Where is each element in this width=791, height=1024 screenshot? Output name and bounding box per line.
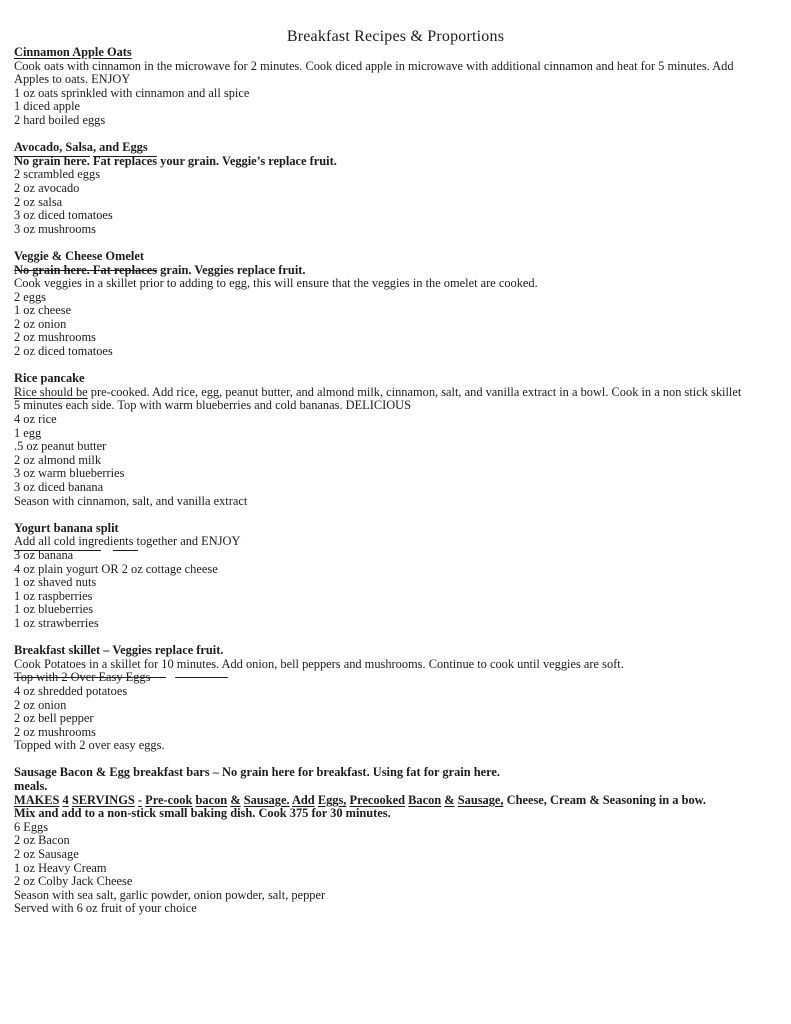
text-run: 2 oz Colby Jack Cheese xyxy=(14,874,133,889)
text-line xyxy=(14,196,777,210)
text-run: No grain here. Fat replaces xyxy=(14,262,158,277)
text-line xyxy=(14,60,777,74)
text-line xyxy=(14,427,777,441)
text-run: 1 oz shaved nuts xyxy=(14,575,97,590)
text-run: your grain. Veggie’s replace fruit. xyxy=(157,153,337,168)
text-line xyxy=(14,73,777,87)
underlined-word: MAKES xyxy=(14,792,60,807)
section-heading xyxy=(14,141,777,155)
underlined-word: Eggs, xyxy=(317,792,347,807)
text-line xyxy=(14,889,777,903)
text-line xyxy=(14,685,777,699)
text-line xyxy=(14,603,777,617)
text-run: Rice pancake xyxy=(14,371,85,386)
text-line xyxy=(14,862,777,876)
text-line xyxy=(14,481,777,495)
text-run xyxy=(101,548,113,562)
text-run: 2 oz mushrooms xyxy=(14,330,96,345)
text-run: 1 oz cheese xyxy=(14,303,72,318)
text-line xyxy=(14,699,777,713)
text-run: meals. xyxy=(14,779,48,794)
text-line xyxy=(14,712,777,726)
underlined-word: - xyxy=(137,792,143,807)
text-line xyxy=(14,87,777,101)
text-run: 4 oz shredded potatoes xyxy=(14,683,128,698)
text-run xyxy=(14,793,504,807)
text-run: pre-cooked. Add rice, egg, peanut butter, and almond milk, cinnamon, salt, and vanilla extract in a bowl. Cook in a non stick skillet xyxy=(87,384,742,399)
text-line xyxy=(14,331,777,345)
text-line xyxy=(14,100,777,114)
underlined-word: Add xyxy=(291,792,315,807)
text-line xyxy=(14,291,777,305)
text-run: 2 oz onion xyxy=(14,316,67,331)
section-heading xyxy=(14,644,777,658)
text-line xyxy=(14,848,777,862)
section-heading xyxy=(14,46,777,60)
text-run: Breakfast skillet – Veggies replace fruit. xyxy=(14,643,224,658)
text-line xyxy=(14,563,777,577)
text-run: 2 oz salsa xyxy=(14,194,63,209)
recipe-section xyxy=(14,766,777,916)
text-run: 2 oz bell pepper xyxy=(14,711,94,726)
section-heading xyxy=(14,372,777,386)
text-run: 2 oz onion xyxy=(14,697,67,712)
text-run: 3 oz diced tomatoes xyxy=(14,208,113,223)
text-line xyxy=(14,223,777,237)
text-run: Cook Potatoes in a skillet for 10 minutes. Add onion, bell peppers and mushrooms. Continue to cook until veggies are soft. xyxy=(14,656,624,671)
text-run: Top with 2 Over Easy Eggs xyxy=(14,670,166,685)
text-run: 1 oz strawberries xyxy=(14,615,99,630)
text-line xyxy=(14,304,777,318)
text-line xyxy=(14,345,777,359)
text-run: 1 egg xyxy=(14,425,42,440)
text-run: 1 diced apple xyxy=(14,99,81,114)
text-run: 1 oz blueberries xyxy=(14,602,94,617)
text-run: 1 oz Heavy Cream xyxy=(14,860,107,875)
text-line xyxy=(14,658,777,672)
text-run: 2 oz almond milk xyxy=(14,452,102,467)
text-run: grain. Veggies replace fruit. xyxy=(157,262,306,277)
text-run: Veggie & Cheese Omelet xyxy=(14,248,144,263)
text-run: Season with sea salt, garlic powder, onion powder, salt, pepper xyxy=(14,887,326,902)
recipe-section xyxy=(14,644,777,753)
text-run: 2 hard boiled eggs xyxy=(14,112,106,127)
recipe-section xyxy=(14,141,777,236)
text-line xyxy=(14,617,777,631)
text-run: 1 oz oats sprinkled with cinnamon and all spice xyxy=(14,85,250,100)
text-run: 4 oz rice xyxy=(14,412,57,427)
text-run: 3 oz diced banana xyxy=(14,480,104,494)
text-run: Cheese, Cream & Seasoning in a bow. xyxy=(503,792,707,807)
text-line xyxy=(14,399,777,413)
text-run: 2 eggs xyxy=(14,289,47,304)
text-run: 3 oz banana xyxy=(14,547,102,562)
text-line xyxy=(14,780,777,794)
text-run: Cook veggies in a skillet prior to adding to egg, this will ensure that the veggies in the omelet are cooked. xyxy=(14,276,538,291)
text-line xyxy=(14,902,777,916)
text-line xyxy=(14,467,777,481)
text-run: Fat replaces xyxy=(92,153,158,168)
document-body xyxy=(14,46,777,916)
section-heading xyxy=(14,250,777,264)
underlined-word: Precooked xyxy=(349,792,406,807)
text-line xyxy=(14,386,777,400)
text-line xyxy=(14,277,777,291)
text-run: No grain here. xyxy=(14,153,90,168)
section-heading xyxy=(14,522,777,536)
text-run: 3 oz warm blueberries xyxy=(14,466,125,481)
underlined-word: Pre-cook xyxy=(145,792,193,807)
text-run: Apples to oats. ENJOY xyxy=(14,72,131,87)
text-line xyxy=(14,590,777,604)
underlined-word: Bacon xyxy=(408,792,442,807)
text-run xyxy=(166,670,175,684)
text-line xyxy=(14,739,777,753)
section-heading xyxy=(14,766,777,780)
underlined-word: Sausage, xyxy=(457,792,504,807)
text-run: 2 oz Bacon xyxy=(14,833,70,848)
recipe-section xyxy=(14,250,777,359)
text-line xyxy=(14,454,777,468)
text-line xyxy=(14,264,777,278)
text-run: 4 oz plain yogurt OR 2 oz cottage cheese xyxy=(14,561,218,576)
text-run: Topped with 2 over easy eggs. xyxy=(14,738,165,753)
recipe-section xyxy=(14,372,777,508)
underlined-word: & xyxy=(230,792,241,807)
text-line xyxy=(14,794,777,808)
text-run xyxy=(175,670,228,684)
text-run: Sausage Bacon & Egg breakfast bars – No grain here for breakfast. Using fat for grain here. xyxy=(14,765,500,780)
text-line xyxy=(14,155,777,169)
text-run: Cinnamon Apple Oats xyxy=(14,45,132,59)
text-run: 1 oz raspberries xyxy=(14,588,93,603)
underlined-word: & xyxy=(444,792,455,807)
text-line xyxy=(14,821,777,835)
text-line xyxy=(14,834,777,848)
underlined-word: SERVINGS xyxy=(71,792,135,807)
text-run: 2 oz avocado xyxy=(14,180,80,195)
text-run: Season with cinnamon, salt, and vanilla extract xyxy=(14,493,248,508)
text-line xyxy=(14,440,777,454)
text-line xyxy=(14,182,777,196)
text-run: Yogurt banana split xyxy=(14,520,119,535)
text-run: 2 scrambled eggs xyxy=(14,167,101,182)
underlined-word: bacon xyxy=(195,792,228,807)
underlined-word: Sausage. xyxy=(243,792,290,807)
text-line xyxy=(14,671,777,685)
text-run: Add all cold ingredients together and ENJOY xyxy=(14,534,241,549)
text-run xyxy=(113,548,138,562)
recipe-section xyxy=(14,522,777,631)
underlined-word: 4 xyxy=(62,792,69,807)
text-line xyxy=(14,413,777,427)
text-run: Mix and add to a non-stick small baking dish. Cook 375 for 30 minutes. xyxy=(14,806,391,821)
text-run: 2 oz diced tomatoes xyxy=(14,344,113,359)
text-run: 6 Eggs xyxy=(14,819,49,834)
text-line xyxy=(14,209,777,223)
text-line xyxy=(14,114,777,128)
text-run: 2 oz Sausage xyxy=(14,847,79,862)
text-run: Rice should be xyxy=(14,384,88,399)
text-line xyxy=(14,495,777,509)
text-line xyxy=(14,875,777,889)
text-line xyxy=(14,726,777,740)
text-line xyxy=(14,549,777,563)
text-run: .5 oz peanut butter xyxy=(14,439,107,454)
text-line xyxy=(14,535,777,549)
text-run: 3 oz mushrooms xyxy=(14,221,96,236)
text-run: 5 minutes each side. Top with warm blueberries and cold bananas. DELICIOUS xyxy=(14,398,412,413)
text-run: Served with 6 oz fruit of your choice xyxy=(14,901,197,916)
text-line xyxy=(14,168,777,182)
document-title: Breakfast Recipes & Proportions xyxy=(286,28,505,45)
recipe-section xyxy=(14,46,777,128)
text-line xyxy=(14,807,777,821)
text-line xyxy=(14,576,777,590)
text-run: Avocado, Salsa, and Eggs xyxy=(14,140,148,155)
text-line xyxy=(14,318,777,332)
text-run: Cook oats with cinnamon in the microwave for 2 minutes. Cook diced apple in microwave with additional cinnamon and heat for 5 minutes. Add xyxy=(14,58,734,73)
text-run: 2 oz mushrooms xyxy=(14,724,96,739)
